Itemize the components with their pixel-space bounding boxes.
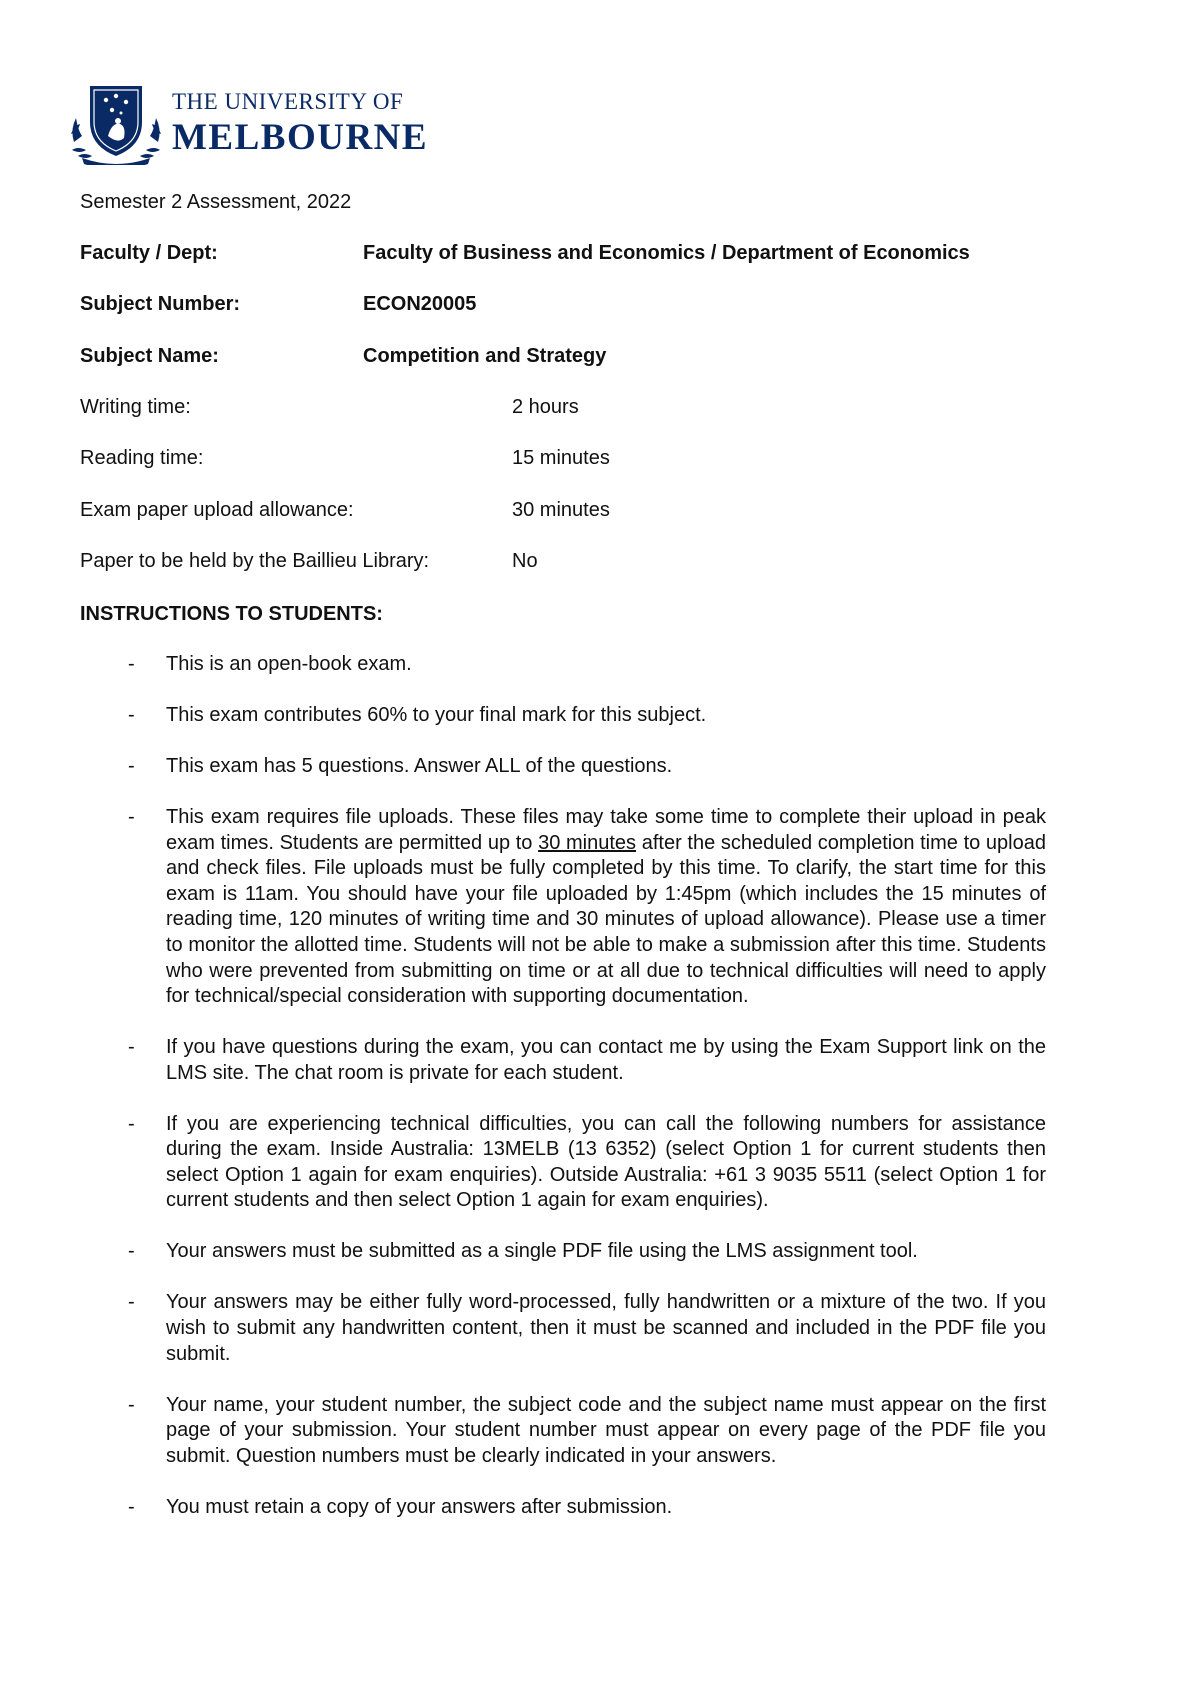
- bullet-dash: -: [128, 1495, 135, 1518]
- bullet-dash: -: [128, 1393, 135, 1416]
- instruction-text: Your name, your student number, the subject code and the subject name must appear on the first page of your submission. Your student number must appear on every page of the PDF file you submit. Question numbers must be clearly indicated in your answers.: [166, 1393, 1046, 1467]
- bullet-dash: -: [128, 1036, 135, 1059]
- upload-allowance-value: 30 minutes: [512, 499, 610, 521]
- instruction-text: Your answers must be submitted as a single PDF file using the LMS assignment tool.: [166, 1240, 918, 1263]
- reading-time-label: Reading time:: [80, 447, 204, 469]
- library-value: No: [512, 550, 538, 572]
- instruction-text: If you have questions during the exam, you can contact me by using the Exam Support link on the LMS site. The chat room is private for each student.: [166, 1036, 1046, 1084]
- bullet-dash: -: [128, 1112, 135, 1135]
- subject-number-label: Subject Number:: [80, 293, 241, 315]
- instructions-list: [128, 652, 1046, 1546]
- university-logo: [68, 80, 429, 165]
- instruction-text: This exam has 5 questions. Answer ALL of the questions.: [166, 754, 673, 777]
- upload-allowance-underlined: 30 minutes: [538, 831, 637, 854]
- reading-time-value: 15 minutes: [512, 447, 610, 469]
- library-label: Paper to be held by the Baillieu Library:: [80, 550, 430, 572]
- instruction-text: If you are experiencing technical difficulties, you can call the following numbers for assistance during the exam. Inside Australia: 13MELB (13 6352) (select Option 1 for current students then select Option 1 again for exam enquiries). Outside Australia: +61 3 9035 5511 (select Option 1 for current students and then select Option 1 again for exam enquiries).: [166, 1112, 1046, 1212]
- university-crest-icon: [68, 80, 164, 165]
- writing-time-value: 2 hours: [512, 396, 579, 418]
- subject-name-value: Competition and Strategy: [363, 345, 607, 367]
- wordmark-line-2: MELBOURNE: [172, 116, 429, 158]
- instruction-text-before: This exam requires file uploads. These files may take some time to complete their upload in peak exam times. Students are permitted up to: [166, 805, 1046, 854]
- list-item: [128, 1112, 1046, 1214]
- bullet-dash: -: [128, 805, 135, 828]
- instruction-text: This is an open-book exam.: [166, 653, 412, 675]
- subject-number-value: ECON20005: [363, 293, 477, 315]
- semester-assessment: Semester 2 Assessment, 2022: [80, 191, 352, 213]
- instructions-heading: INSTRUCTIONS TO STUDENTS:: [80, 603, 383, 625]
- subject-name-label: Subject Name:: [80, 345, 219, 367]
- instruction-text-after: after the scheduled completion time to upload and check files. File uploads must be fully completed by this time. To clarify, the start time for this exam is 11am. You should have your file uploaded by 1:45pm (which includes the 15 minutes of reading time, 120 minutes of writing time and 30 minutes of upload allowance). Please use a timer to monitor the allotted time. Students will not be able to make a submission after this time. Students who were prevented from submitting on time or at all due to technical difficulties will need to apply for technical/special consideration with supporting documentation.: [166, 831, 1046, 1008]
- faculty-value: Faculty of Business and Economics / Department of Economics: [363, 242, 970, 264]
- list-item: [128, 1495, 1046, 1521]
- bullet-dash: -: [128, 1240, 135, 1263]
- instruction-text: [166, 806, 1046, 1007]
- upload-allowance-label: Exam paper upload allowance:: [80, 499, 354, 521]
- bullet-dash: -: [128, 703, 135, 726]
- bullet-dash: -: [128, 754, 135, 777]
- list-item: [128, 1290, 1046, 1367]
- list-item: [128, 703, 1046, 729]
- writing-time-label: Writing time:: [80, 396, 191, 418]
- instruction-text: You must retain a copy of your answers after submission.: [166, 1495, 673, 1518]
- university-wordmark: [172, 90, 428, 156]
- list-item: [128, 754, 1046, 780]
- list-item: [128, 1035, 1046, 1086]
- wordmark-line-1: THE UNIVERSITY OF: [172, 88, 404, 114]
- bullet-dash: -: [128, 1291, 135, 1314]
- instruction-text: Your answers may be either fully word-processed, fully handwritten or a mixture of the two. If you wish to submit any handwritten content, then it must be scanned and included in the PDF file you submit.: [166, 1291, 1046, 1365]
- bullet-dash: -: [128, 653, 135, 675]
- faculty-label: Faculty / Dept:: [80, 242, 218, 264]
- instruction-text: This exam contributes 60% to your final mark for this subject.: [166, 703, 707, 726]
- list-item: [128, 1393, 1046, 1470]
- list-item: [128, 1239, 1046, 1265]
- list-item: [128, 652, 1046, 678]
- list-item: [128, 805, 1046, 1010]
